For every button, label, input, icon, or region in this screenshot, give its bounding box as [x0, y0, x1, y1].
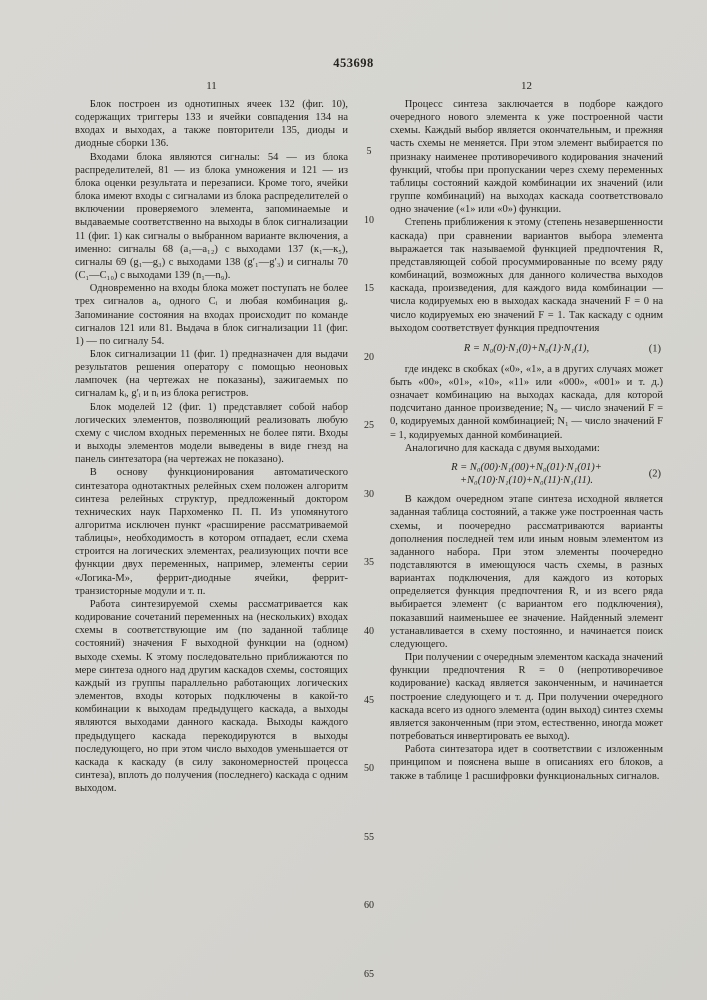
- line-number: 40: [364, 626, 374, 638]
- gutter-line-numbers: [348, 98, 390, 992]
- paragraph: Блок моделей 12 (фиг. 1) представляет собой набор логических элементов, позволяющий реализовать любую схему с числом входных переменных не более пяти. Входы и выходы элементов модели выведены в виде гнезд на панель синтезатора (на чертежах не показано).: [75, 401, 348, 466]
- column-left: [75, 98, 348, 992]
- column-right: [390, 98, 663, 992]
- paragraph: Работа синтезатора идет в соответствии с изложенным принципом и пояснена выше в описаниях его блоков, а также в таблице 1 расшифровки функциональных сигналов.: [390, 744, 663, 782]
- line-number: 25: [364, 420, 374, 432]
- line-number: 65: [364, 968, 374, 980]
- paragraph: Входами блока являются сигналы: 54 — из блока распределителей, 81 — из блока умножения и 121 — из блока оценки результата и перезаписи. Кроме того, ячейки блока имеют входы с сигналами из блока распределителей о включении проверяемого элемента, запоминаемые и выдаваемые соответственно на выходы в блок сигнализации 11 (фиг. 1) как сигналы о выбранном варианте включения, а именно: сигналы 68 (a₁—a₁₂) с выходами 137 (к₁—к₅), сигналы 69 (g₁—g₃) с выходами 138 (g′₁—g′₃) и сигналы 70 (C₁—C₁₀) с выходами 139 (n₁—n₉).: [75, 151, 348, 282]
- formula-text: R = N₀(00)·N₁(00)+N₀(01)·N₁(01)+ +N₀(10)·N₁(10)+N₀(11)·N₁(11).: [451, 461, 602, 487]
- page-number-right: 12: [521, 80, 532, 92]
- page-content: [75, 98, 663, 992]
- line-number: 60: [364, 900, 374, 912]
- paragraph: Аналогично для каскада с двумя выходами:: [404, 442, 600, 454]
- paragraph: Одновременно на входы блока может поступать не более трех сигналов aᵢ, одного Cᵢ и любая комбинация gᵢ. Запоминание состояния на входах происходит по команде сигналов 121 или 81. Выдача в блок сигнализации 11 (фиг. 1) — по сигналу 54.: [75, 283, 348, 347]
- line-number: 30: [364, 488, 374, 500]
- line-number: 45: [364, 694, 374, 706]
- paragraph: Процесс синтеза заключается в подборе каждого очередного нового элемента к уже построенной части схемы. Каждый выбор является окончательным, и прежняя часть схемы не меняется. При этом элемент выбирается по признаку наименее противоречивого кодирования значений функций, чтобы при пропускании через схему переменных таблицы состояний каждой комбинации их значений (или группе комбинаций) на выходах каскада соответствовало одно значение («1» или «0») функции.: [390, 99, 663, 216]
- formula: [390, 461, 663, 487]
- line-number: 50: [364, 763, 374, 775]
- line-number: 10: [364, 214, 374, 226]
- paragraph: В основу функционирования автоматического синтезатора однотактных релейных схем положен алгоритм синтеза релейных структур, предложенный доктором технических наук Пархоменко П. П. Из упомянутого алгоритма исключен пункт «расширение рассматриваемой таблицы», необходимость в котором отпадает, если схема строится на логических элементах, реализующих почти все функции двух переменных, например, элементы серии «Логика-М», феррит-диодные ячейки, феррит-транзисторные модули и т. п.: [75, 467, 348, 597]
- paragraph: Степень приближения к этому (степень незавершенности каскада) при сравнении вариантов выбора элемента выражается так называемой функцией предпочтения R, представляющей собой просуммированные по всему ряду комбинаций, возможных для данного количества выходов каскада, произведения, для каждого вида комбинации — числа кодируемых ею в выходах каскада значений F = 0 на число кодируемых ею значений F = 1. Так каскаду с одним выходом соответствует функция предпочтения: [390, 217, 663, 334]
- formula: [390, 341, 663, 357]
- paragraph: Блок сигнализации 11 (фиг. 1) предназначен для выдачи результатов решения оператору с помощью неоновых лампочек (на чертежах не показаны), зажигаемых по сигналам kᵢ, g′ᵢ и nᵢ из блока регистров.: [75, 348, 348, 400]
- line-number: 55: [364, 831, 374, 843]
- paragraph: Работа синтезируемой схемы рассматривается как кодирование сочетаний переменных на (нескольких) входах схемы в соответствующие им (по заданной таблице состояний) значения F выходной функции на (одном) выходе схемы. К этому последовательно приближаются по мере синтеза одного над другим каскадов схемы, состоящих каждый из группы параллельно работающих логических элементов, входы которых подключены в какой-то комбинации к выходам предыдущего каскада, а выходы являются выходами данного каскада. Выходы каждого предыдущего каскада перекодируются в выходы последующего, но при этом число выходов уменьшается от каскада к каскаду (в силу закономерностей процесса синтеза), вплоть до получения (последнего) каскада с одним выходом.: [75, 598, 348, 795]
- line-number: 5: [366, 146, 372, 157]
- paragraph: Блок построен из однотипных ячеек 132 (фиг. 10), содержащих триггеры 133 и ячейки совпадения 134 на входах и выходах, а также повторители 135, диоды и диодные сборки 136.: [75, 99, 348, 150]
- paragraph: В каждом очередном этапе синтеза исходной является заданная таблица состояний, а также уже построенная часть схемы, и поочередно рассматриваются варианты дополнения последней тем или иным новым элементом из заданного набора. При этом элементы поочередно подставляются в имеющуюся часть схемы, в разных вариантах подключения, для каждого из которых определяется функция предпочтения R, и из всего ряда выбирается элемент (с вариантом его подключения), показавший наименьшее ее значение. Найденный элемент устанавливается в схему постоянно, и начинается поиск следующего.: [390, 494, 663, 650]
- line-number: 15: [364, 283, 374, 295]
- patent-number: 453698: [333, 56, 374, 70]
- paragraph: где индекс в скобках («0», «1», а в других случаях может быть «00», «01», «10», «11» или «000», «001» и т. д.) означает комбинацию на выходах каскада, для которой подсчитано данное произведение; N₀ — число значений F = 0, кодируемых данной комбинацией; N₁ — число значений F = 1, кодируемых данной комбинацией.: [390, 363, 663, 441]
- line-number: 35: [364, 557, 374, 569]
- formula-text: R = N₀(0)·N₁(0)+N₀(1)·N₁(1),: [463, 343, 590, 355]
- equation-number: (1): [648, 343, 661, 355]
- equation-number: (2): [648, 468, 661, 480]
- page-number-left: 11: [206, 80, 217, 92]
- paragraph: При получении с очередным элементом каскада значений функции предпочтения R = 0 (непротиворечивое кодирование) каскад является законченным, и начинается построение следующего и т. д. При получении очередного каскада всего из одного элемента (один выход) синтез схемы является законченным (при этом, естественно, иногда может потребоваться инвертировать ее выход).: [390, 652, 663, 743]
- line-number: 20: [364, 351, 374, 363]
